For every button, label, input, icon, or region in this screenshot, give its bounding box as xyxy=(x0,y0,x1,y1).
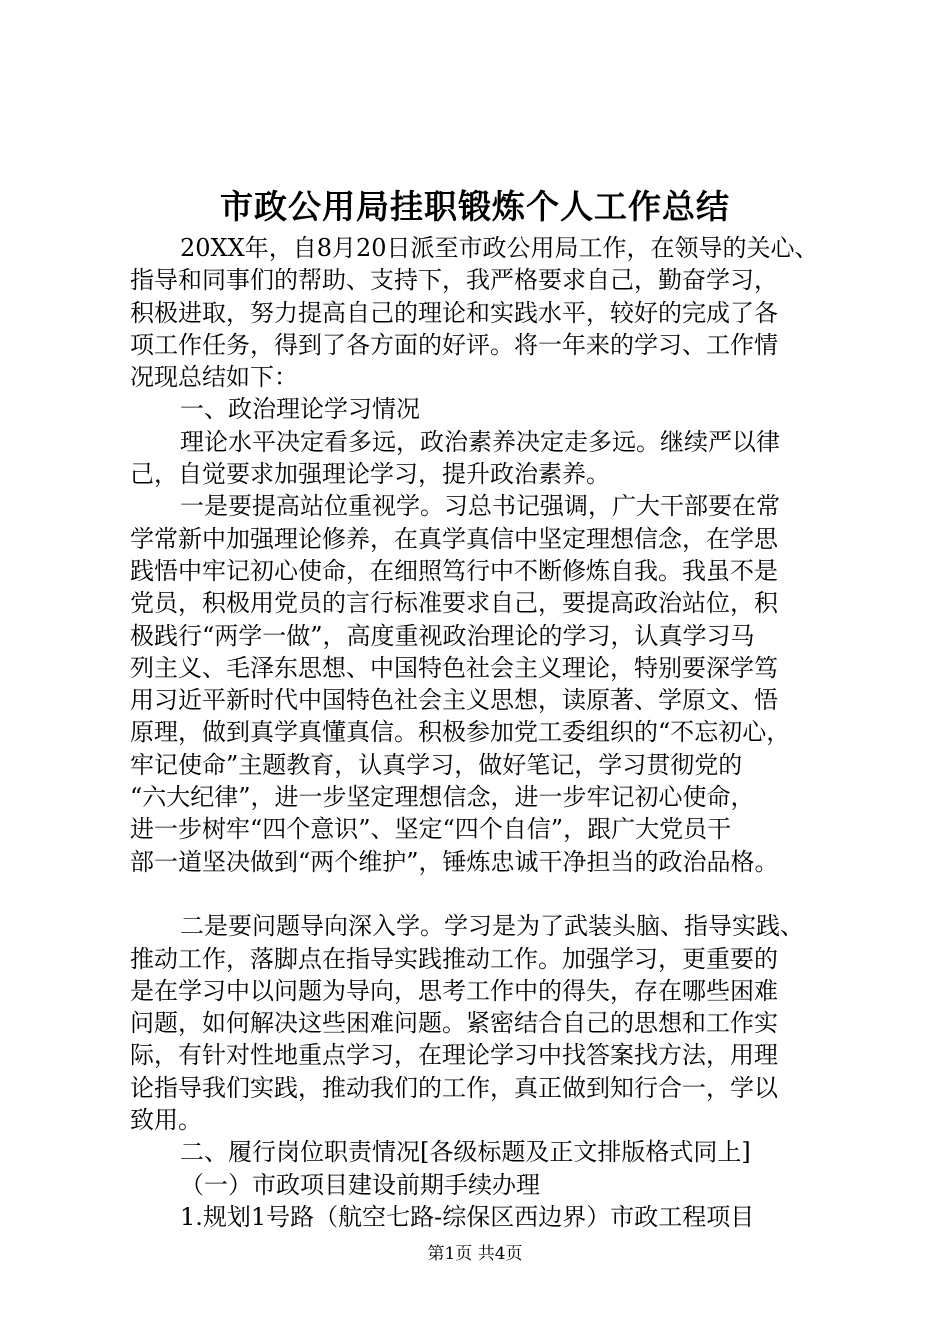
paragraph-line: “六大纪律”，进一步坚定理想信念，进一步牢记初心使命， xyxy=(130,783,755,812)
paragraph-line: 积极进取，努力提高自己的理论和实践水平，较好的完成了各 xyxy=(130,298,778,327)
paragraph-line: 际，有针对性地重点学习，在理论学习中找答案找方法，用理 xyxy=(130,1041,778,1070)
document-title: 市政公用局挂职锻炼个人工作总结 xyxy=(220,187,730,226)
paragraph-line: 况现总结如下： xyxy=(130,363,298,392)
document-body xyxy=(130,232,860,1233)
paragraph-line: 论指导我们实践，推动我们的工作，真正做到知行合一，学以 xyxy=(130,1073,778,1102)
paragraph-line: 极践行“两学一做”，高度重视政治理论的学习，认真学习马 xyxy=(130,621,755,650)
paragraph-line: 进一步树牢“四个意识”、坚定“四个自信”，跟广大党员干 xyxy=(130,815,732,844)
subsection-heading: （一）市政项目建设前期手续办理 xyxy=(180,1170,540,1199)
blank-line xyxy=(130,878,860,910)
paragraph-line: 一是要提高站位重视学。习总书记强调，广大干部要在常 xyxy=(180,492,780,521)
paragraph-line: 项工作任务，得到了各方面的好评。将一年来的学习、工作情 xyxy=(130,330,778,359)
paragraph-line: 推动工作，落脚点在指导实践推动工作。加强学习，更重要的 xyxy=(130,944,778,973)
paragraph-line: 践悟中牢记初心使命，在细照笃行中不断修炼自我。我虽不是 xyxy=(130,556,778,585)
paragraph-line: 指导和同事们的帮助、支持下，我严格要求自己，勤奋学习， xyxy=(130,266,778,295)
paragraph-line: 问题，如何解决这些困难问题。紧密结合自己的思想和工作实 xyxy=(130,1009,778,1038)
paragraph-line: 用习近平新时代中国特色社会主义思想，读原著、学原文、悟 xyxy=(130,686,778,715)
paragraph-line: 二是要问题导向深入学。学习是为了武装头脑、指导实践、 xyxy=(180,912,804,941)
paragraph-line: 理论水平决定看多远，政治素养决定走多远。继续严以律 xyxy=(180,427,780,456)
section-heading: 二、履行岗位职责情况[各级标题及正文排版格式同上] xyxy=(180,1138,751,1167)
paragraph-line: 牢记使命”主题教育，认真学习，做好笔记，学习贯彻党的 xyxy=(130,750,743,779)
page-number-footer: 第1页 共4页 xyxy=(427,1244,523,1264)
paragraph-line: 学常新中加强理论修养，在真学真信中坚定理想信念，在学思 xyxy=(130,524,778,553)
paragraph-line: 党员，积极用党员的言行标准要求自己，要提高政治站位，积 xyxy=(130,589,778,618)
paragraph-line: 己，自觉要求加强理论学习，提升政治素养。 xyxy=(130,460,610,489)
paragraph-line: 是在学习中以问题为导向，思考工作中的得失，存在哪些困难 xyxy=(130,976,778,1005)
item-heading: 1.规划1号路（航空七路-综保区西边界）市政工程项目 xyxy=(180,1202,755,1231)
paragraph-line: 原理，做到真学真懂真信。积极参加党工委组织的“不忘初心， xyxy=(130,718,791,747)
paragraph-line: 致用。 xyxy=(130,1106,202,1135)
paragraph-line: 部一道坚决做到“两个维护”，锤炼忠诚干净担当的政治品格。 xyxy=(130,847,779,876)
section-heading: 一、政治理论学习情况 xyxy=(180,395,420,424)
paragraph-line: 20XX年，自8月20日派至市政公用局工作，在领导的关心、 xyxy=(180,234,819,262)
paragraph-line: 列主义、毛泽东思想、中国特色社会主义理论，特别要深学笃 xyxy=(130,653,778,682)
